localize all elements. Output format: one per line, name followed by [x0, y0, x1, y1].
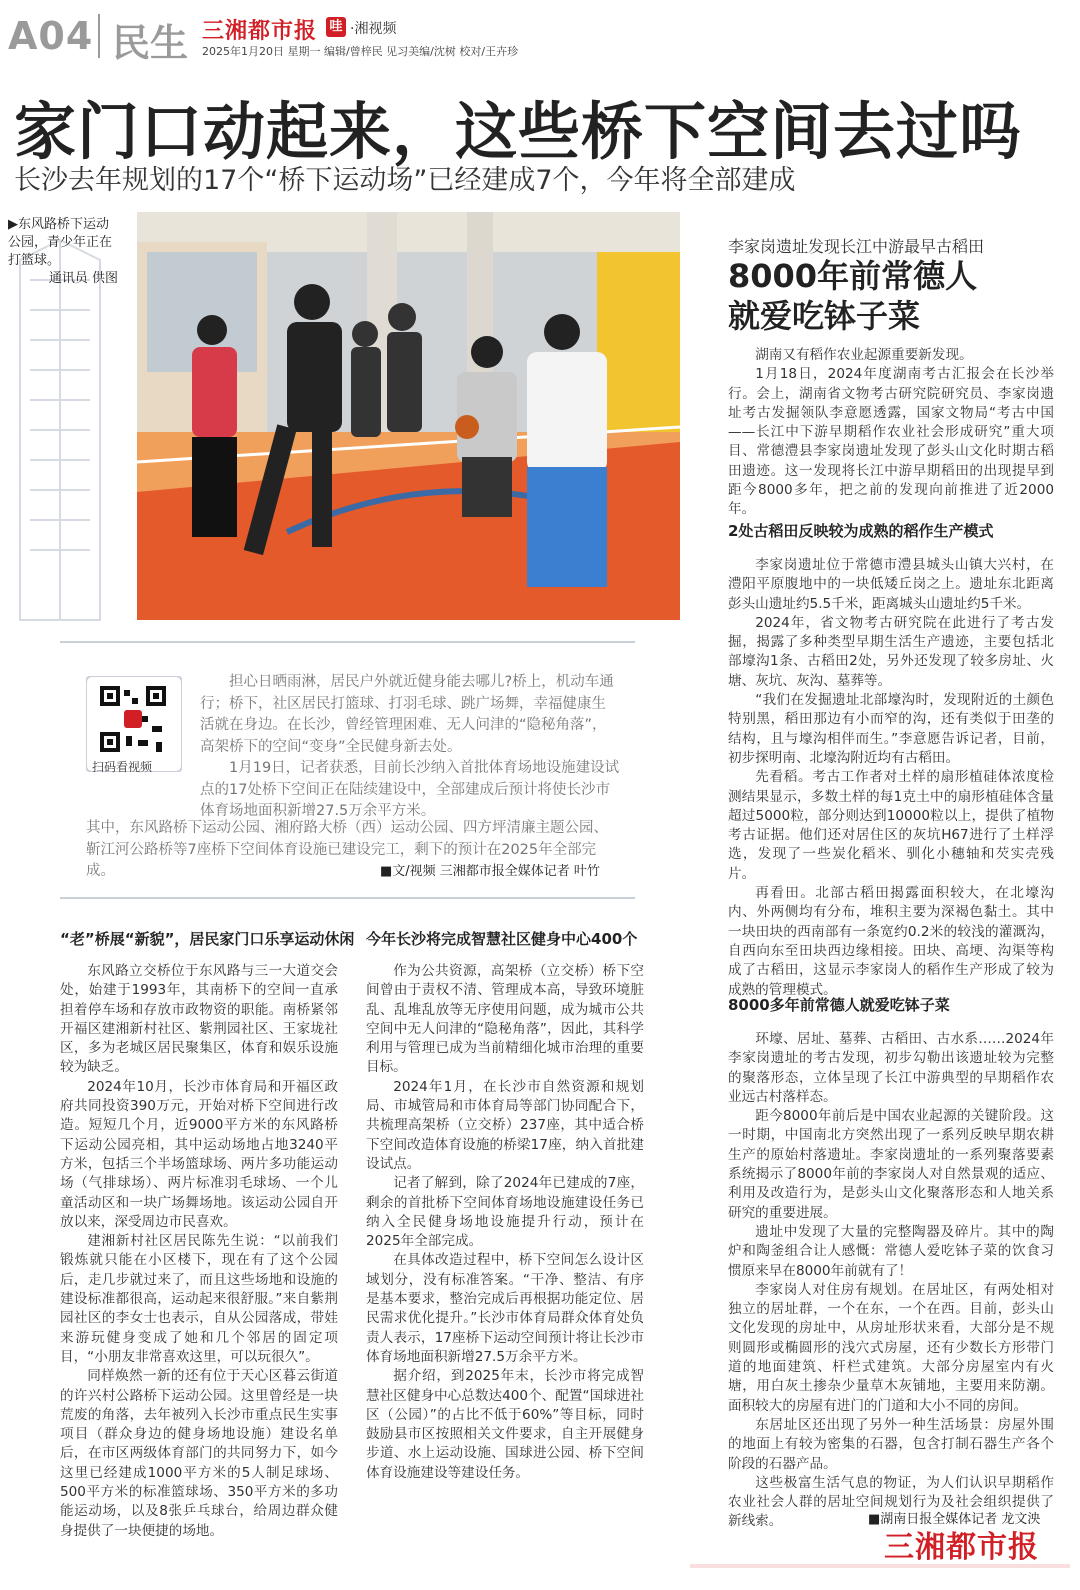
- paragraph: 2024年10月，长沙市体育局和开福区政府共同投资390万元，开始对桥下空间进行改造。短短几个月，近9000平方米的东风路桥下运动公园亮相，其中运动场地占地3240平方米，包括三个半场篮球场、两片多功能运动场（气排球场）、两片标准羽毛球场、一个儿童活动区和一块广场舞场地。该运动公园自开放以来，深受周边市民喜欢。: [60, 1078, 338, 1230]
- subhead-ancient-paddy: 2处古稻田反映较为成熟的稻作生产模式: [728, 522, 994, 540]
- video-brand: ·湘视频: [350, 21, 397, 37]
- section-name: 民生: [112, 21, 189, 65]
- paragraph: 遗址中发现了大量的完整陶器及碎片。其中的陶炉和陶釜组合让人感慨：常德人爱吃钵子菜的饮食习惯原来早在8000年前就有了！: [728, 1223, 1054, 1279]
- subhead-smart-fitness: 今年长沙将完成智慧社区健身中心400个: [366, 930, 638, 948]
- paragraph: 1月18日，2024年度湖南考古汇报会在长沙举行。会上，湖南省文物考古研究院研究员、李家岗遗址考古发掘领队李意愿透露，国家文物局“考古中国——长江中下游早期稻作农业社会形成研究”重大项目、常德澧县李家岗遗址发现了彭头山文化时期古稻田遗迹。这一发现将长江中游早期稻田的出现提早到距今8000多年，把之前的发现向前推进了近2000年。: [728, 366, 1054, 518]
- paragraph: “我们在发掘遗址北部壕沟时，发现附近的土颜色特别黑，稻田那边有小而窄的沟，还有类似于田垄的结构，且与壕沟相伴而生。”李意愿告诉记者，目前，初步探明南、北壕沟附近均有古稻田。: [728, 692, 1054, 766]
- paragraph: 先看稻。考古工作者对土样的扇形植硅体浓度检测结果显示，多数土样的每1克土中的扇形植硅体含量超过5000粒，部分则达到10000粒以上，提供了植物考古证据。他们还对居住区的灰坑H67进行了土样浮选，发现了一些炭化稻米、驯化小穗轴和芡实壳残片。: [728, 769, 1054, 882]
- paragraph: 作为公共资源，高架桥（立交桥）桥下空间曾由于责权不清、管理成本高，导致环境脏乱、乱堆乱放等无序使用问题，成为城市公共空间中无人问津的“隐秘角落”，因此，其科学利用与管理已成为当前精细化城市治理的重要目标。: [366, 963, 644, 1076]
- lead-paragraph-1: 担心日晒雨淋，居民户外就近健身能去哪儿?桥上，机动车通行；桥下，社区居民打篮球、打羽毛球、跳广场舞，幸福健康生活就在身边。在长沙，曾经管理困难、无人问津的“隐秘角落”，高架桥下的空间“变身”全民健身新去处。: [200, 674, 614, 755]
- lead-paragraph-2: 1月19日，记者获悉，目前长沙纳入首批体育场地设施建设试点的17处桥下空间正在陆续建设中，全部建成后预计将使长沙市体育场地面积新增27.5万余平方米。: [200, 760, 620, 819]
- caption-text: ▶东风路桥下运动公园，青少年正在打篮球。: [8, 217, 113, 268]
- article-byline: ■文/视频 三湘都市报全媒体记者 叶竹: [380, 864, 600, 879]
- paragraph: 建湘新村社区居民陈先生说：“以前我们锻炼就只能在小区楼下，现在有了这个公园后，走几步就过来了，而且这些场地和设施的建设标准都很高，运动起来很舒服。”来自紫荆园社区的李女士也表示，自从公园落成，带娃来游玩健身变成了她和几个邻居的固定项目，“小朋友非常喜欢这里，可以玩很久”。: [60, 1233, 338, 1365]
- paragraph: 据介绍，到2025年末，长沙市将完成智慧社区健身中心总数达400个、配置“国球进社区（公园）”的占比不低于60%”等目标，同时鼓励县市区按照相关文件要求，自主开展健身步道、水上运动设施、国球进公园、桥下空间体育设施建设等建设任务。: [366, 1368, 644, 1481]
- headline: 家门口动起来，这些桥下空间去过吗: [14, 95, 1023, 168]
- title-line-1: 8000年前常德人: [728, 257, 978, 295]
- paragraph: 距今8000年前后是中国农业起源的关键阶段。这一时期，中国南北方突然出现了一系列反映早期农耕生产的原始村落遗址。李家岗遗址的一系列聚落要素系统揭示了8000年前的李家岗人对自然景观的适应、利用及改造行为，是彭头山文化聚落形态和人地关系研究的重要进展。: [728, 1108, 1054, 1221]
- video-app-icon: 哇: [326, 17, 346, 37]
- paragraph: 2024年，省文物考古研究院在此进行了考古发掘，揭露了多种类型早期生活生产遗迹，主要包括北部壕沟1条、古稻田2处，另外还发现了较多房址、火塘、灰坑、灰沟、墓葬等。: [728, 614, 1054, 689]
- subheadline: 长沙去年规划的17个“桥下运动场”已经建成7个，今年将全部建成: [14, 165, 796, 196]
- photo-caption: [8, 216, 118, 288]
- basketball-photo: [137, 212, 680, 620]
- paragraph: 再看田。北部古稻田揭露面积较大，在北壕沟内、外两侧均有分布，堆积主要为深褐色黏土。其中一块田块的西南部有一条宽约0.2米的较浅的灌溉沟，自西向东至田块西边缘相接。田块、高埂、沟渠等构成了古稻田，这显示李家岗人的稻作生产形成了较为成熟的管理模式。: [728, 885, 1054, 998]
- paragraph: 记者了解到，除了2024年已建成的7座，剩余的首批桥下空间体育场地设施建设任务已纳入全民健身场地设施提升行动，预计在2025年全部完成。: [366, 1175, 644, 1250]
- paragraph: 李家岗人对住房有规划。在居址区，有两处相对独立的居址群，一个在东，一个在西。目前，彭头山文化发现的房址中，从房址形状来看，大部分是不规则圆形或椭圆形的浅穴式房屋，还有少数长方形带门道的地面建筑、杆栏式建筑。大部分房屋室内有火塘，用白灰土掺杂少量草木灰铺地，主要用来防潮。面积较大的房屋有进门的门道和大小不同的房间。: [728, 1281, 1054, 1414]
- qr-label: 扫码看视频: [92, 760, 153, 774]
- paragraph: 这些极富生活气息的物证，为人们认识早期稻作农业社会人群的居址空间规划行为及社会组织提供了新线索。: [728, 1474, 1054, 1530]
- paragraph: 环壕、居址、墓葬、古稻田、古水系……2024年李家岗遗址的考古发现，初步勾勒出该遗址较为完整的聚落形态，立体呈现了长江中游典型的早期稻作农业远古村落样态。: [728, 1031, 1054, 1105]
- paragraph: 2024年1月，在长沙市自然资源和规划局、市城管局和市体育局等部门协同配合下，共梳理高架桥（立交桥）237座，其中适合桥下空间改造体育设施的桥梁17座，纳入首批建设试点。: [366, 1078, 644, 1172]
- lead-paragraph-3: 其中，东风路桥下运动公园、湘府路大桥（西）运动公园、四方坪清廉主题公园、靳江河公路桥等7座桥下空间体育设施已建设完工，剩下的预计在2025年全部完成。: [86, 820, 608, 879]
- right-section-1: [728, 556, 1054, 1000]
- title-line-2: 就爱吃钵子菜: [728, 297, 921, 335]
- footer-newspaper-logo: 三湘都市报: [884, 1530, 1039, 1565]
- column-a-body: [60, 962, 338, 1541]
- paragraph: 湖南又有稻作农业起源重要新发现。: [755, 347, 973, 363]
- page-number: A04: [8, 14, 94, 58]
- right-byline: ■湖南日报全媒体记者 龙文泱: [868, 1512, 1041, 1527]
- footer-bar: [690, 1564, 1070, 1568]
- paragraph: 同样焕然一新的还有位于天心区暮云街道的许兴村公路桥下运动公园。这里曾经是一块荒废的角落，去年被列入长沙市重点民生实事项目（群众身边的健身场地设施）建设名单后，在市区两级体育部门的共同努力下，如今这里已经建成1000平方米的5人制足球场、500平方米的标准篮球场、350平方米的多功能运动场，以及8张乒乓球台，给周边群众健身提供了一块便捷的场地。: [60, 1368, 338, 1539]
- right-article-title: [728, 256, 977, 336]
- header-divider: [98, 14, 100, 58]
- photo-credit: 通讯员 供图: [48, 271, 118, 286]
- subhead-old-bridge: “老”桥展“新貌”，居民家门口乐享运动休闲: [60, 930, 355, 948]
- paragraph: 东居址区还出现了另外一种生活场景：房屋外围的地面上有较为密集的石器，包含打制石器生产各个阶段的石器产品。: [728, 1416, 1054, 1472]
- right-section-2: [728, 1030, 1054, 1532]
- right-intro: [728, 346, 1054, 520]
- paragraph: 在具体改造过程中，桥下空间怎么设计区域划分，没有标准答案。“干净、整洁、有序是基本要求，整治完成后再根据功能定位、居民需求优化提升。”长沙市体育局群众体育处负责人表示，17座桥下运动空间预计将让长沙市体育场地面积新增27.5万余平方米。: [366, 1252, 644, 1365]
- paragraph: 李家岗遗址位于常德市澧县城头山镇大兴村，在澧阳平原腹地中的一块低矮丘岗之上。遗址东北距离彭头山遗址约5.5千米，距离城头山遗址约5千米。: [728, 557, 1054, 612]
- newspaper-logo: 三湘都市报: [202, 19, 318, 44]
- paragraph: 东风路立交桥位于东风路与三一大道交会处，始建于1993年，其南桥下的空间一直承担着停车场和存放市政物资的职能。南桥紧邻开福区建湘新村社区、紫荆园社区、王家垅社区，多为老城区居民聚集区，体育和娱乐设施较为缺乏。: [60, 963, 338, 1076]
- subhead-bozicai: 8000多年前常德人就爱吃钵子菜: [728, 996, 950, 1014]
- dateline: 2025年1月20日 星期一 编辑/曾梓民 见习美编/沈树 校对/王卉珍: [202, 45, 519, 58]
- right-article-kicker: 李家岗遗址发现长江中游最早古稻田: [728, 237, 985, 256]
- column-b-body: [366, 962, 644, 1483]
